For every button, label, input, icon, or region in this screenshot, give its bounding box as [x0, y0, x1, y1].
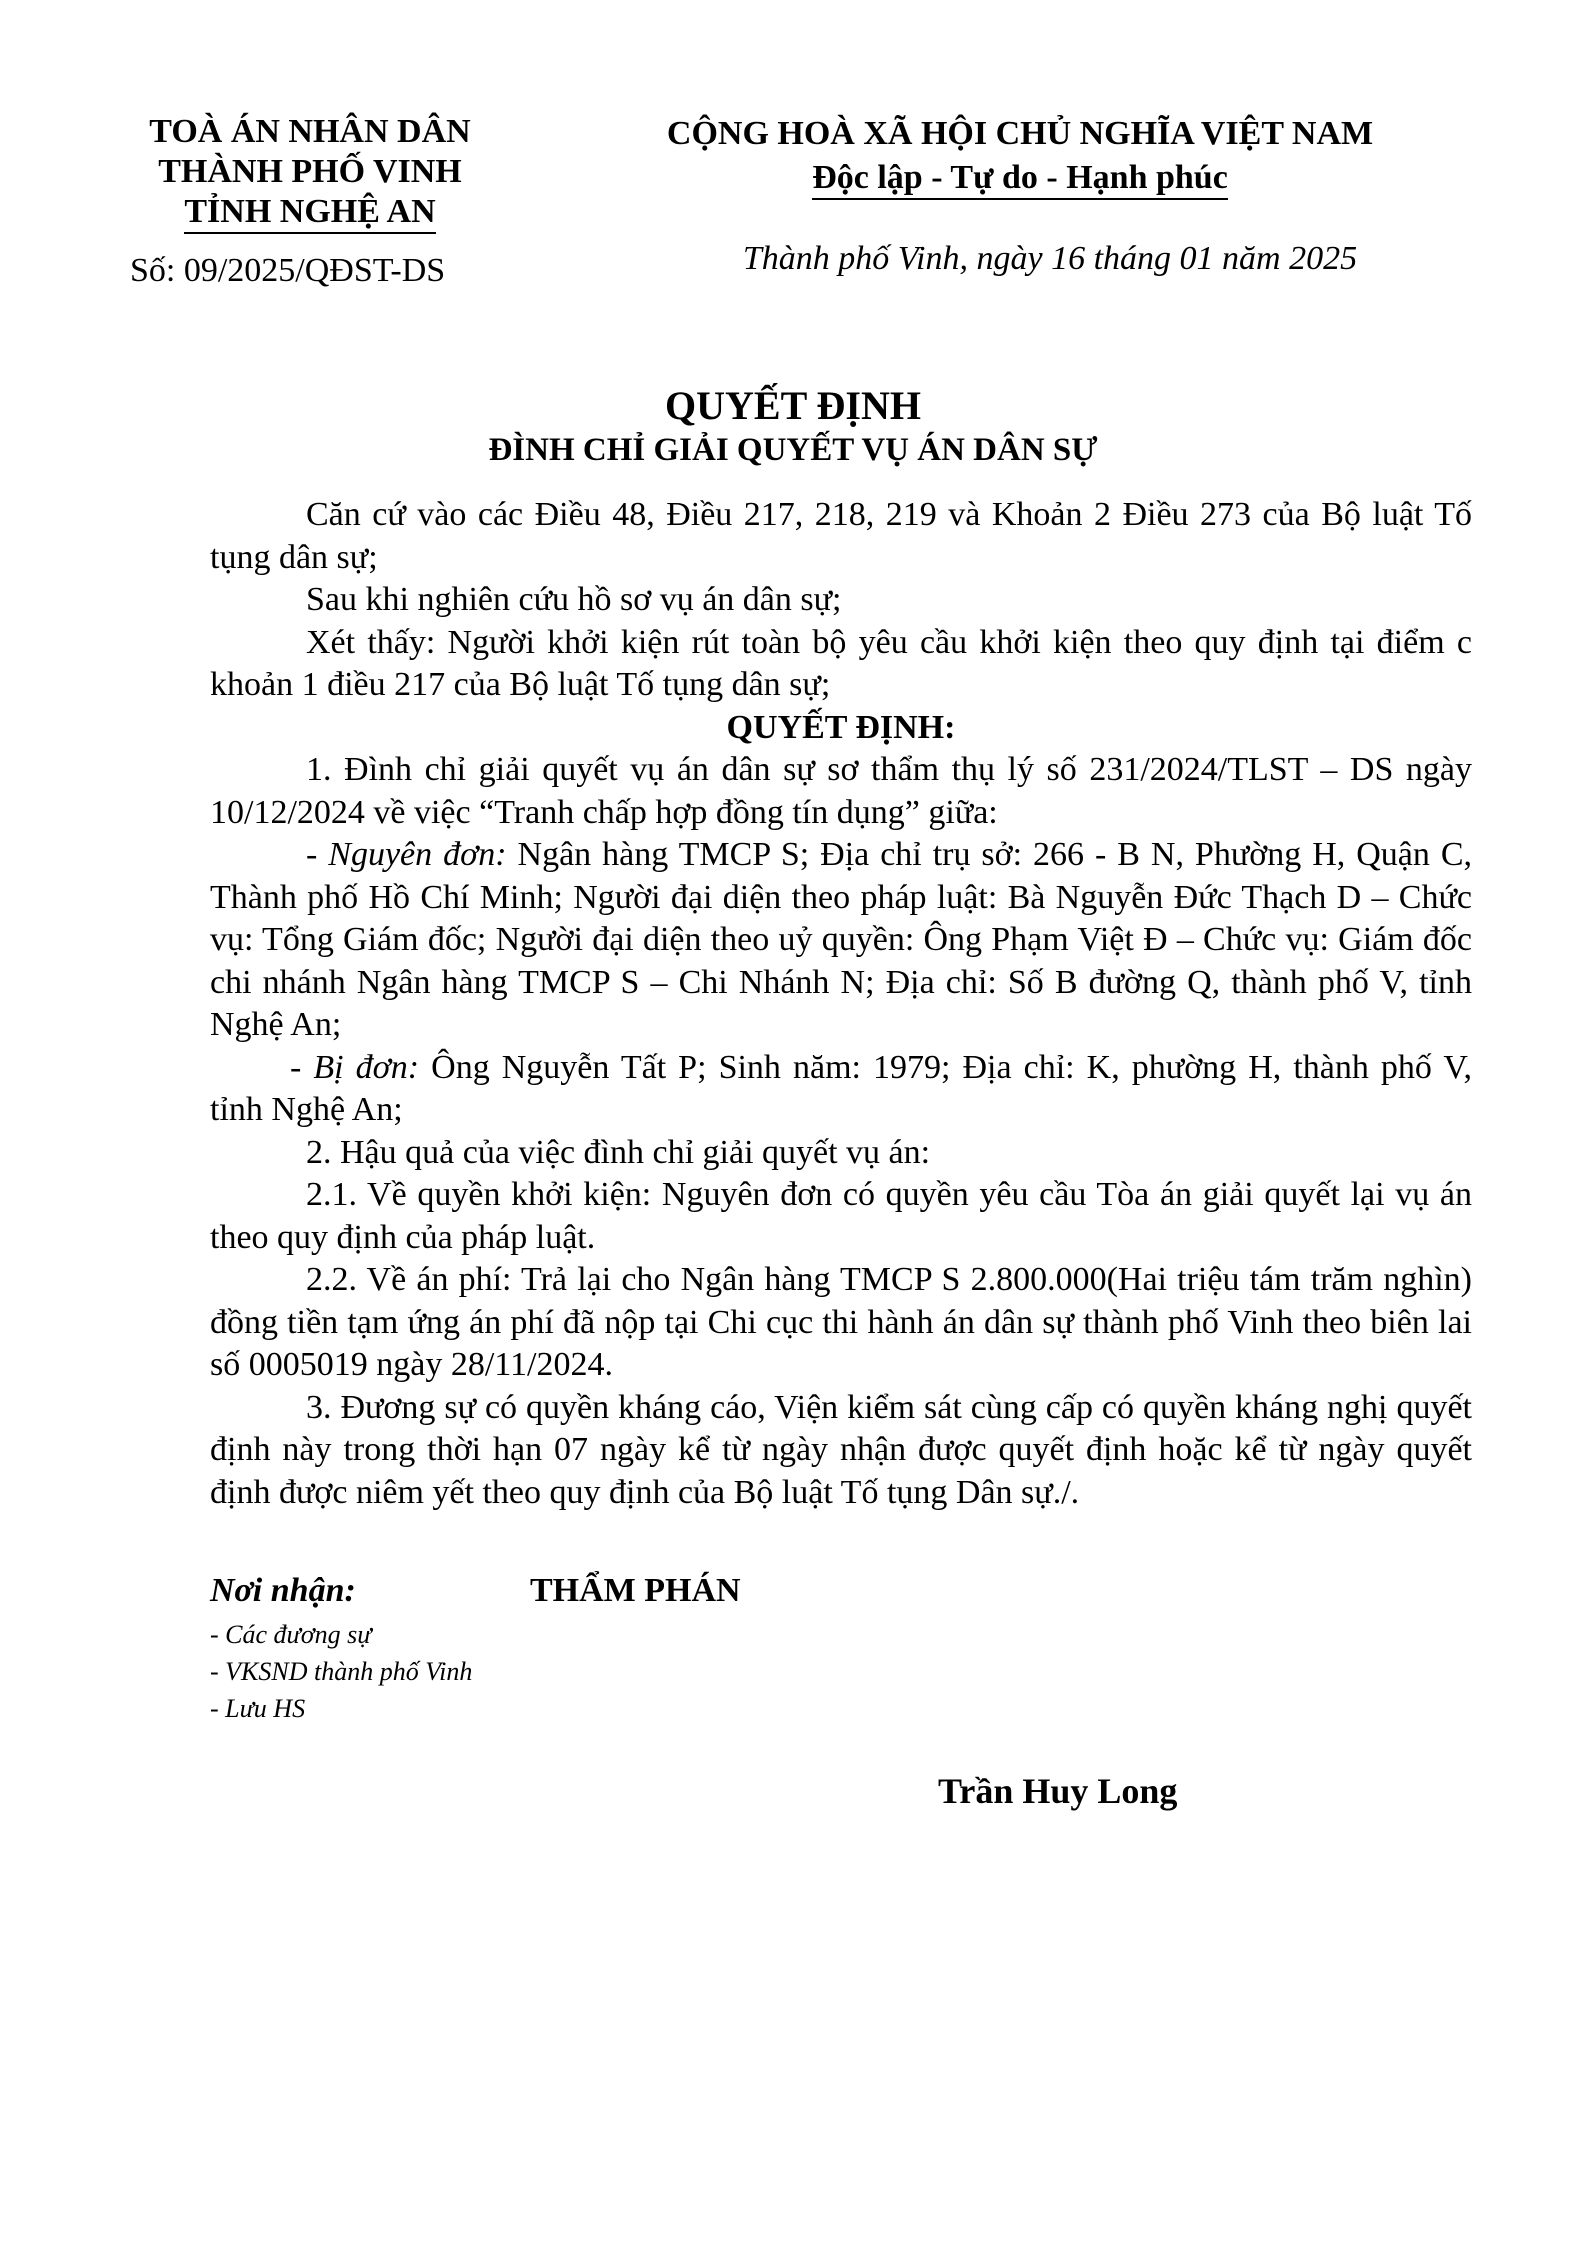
- national-motto: Độc lập - Tự do - Hạnh phúc: [812, 158, 1228, 200]
- plaintiff-text: Ngân hàng TMCP S; Địa chỉ trụ sở: 266 - B N, Phường H, Quận C, Thành phố Hồ Chí Minh; Người đại diện theo pháp luật: Bà Nguyễn Đức Thạch D – Chức vụ: Tổng Giám đốc; Người đại diện theo uỷ quyền: Ông Phạm Việt Đ – Chức vụ: Giám đốc chi nhánh Ngân hàng TMCP S – Chi Nhánh N; Địa chỉ: Số B đường Q, thành phố V, tỉnh Nghệ An;: [210, 836, 1472, 1043]
- document-title: QUYẾT ĐỊNH: [665, 383, 921, 428]
- national-header: [610, 112, 1430, 200]
- plaintiff-paragraph: - Nguyên đơn: Ngân hàng TMCP S; Địa chỉ trụ sở: 266 - B N, Phường H, Quận C, Thành phố Hồ Chí Minh; Người đại diện theo pháp luật: Bà Nguyễn Đức Thạch D – Chức vụ: Tổng Giám đốc; Người đại diện theo uỷ quyền: Ông Phạm Việt Đ – Chức vụ: Giám đốc chi nhánh Ngân hàng TMCP S – Chi Nhánh N; Địa chỉ: Số B đường Q, thành phố V, tỉnh Nghệ An;: [210, 836, 1472, 1043]
- decision-item-2-2: 2.2. Về án phí: Trả lại cho Ngân hàng TMCP S 2.800.000(Hai triệu tám trăm nghìn) đồng tiền tạm ứng án phí đã nộp tại Chi cục thi hành án dân sự thành phố Vinh theo biên lai số 0005019 ngày 28/11/2024.: [210, 1261, 1472, 1383]
- judge-title: THẨM PHÁN: [530, 1572, 741, 1609]
- defendant-label: Bị đơn:: [313, 1048, 420, 1086]
- decision-item-3: 3. Đương sự có quyền kháng cáo, Viện kiểm sát cùng cấp có quyền kháng nghị quyết định này trong thời hạn 07 ngày kể từ ngày nhận được quyết định hoặc kể từ ngày quyết định được niêm yết theo quy định của Bộ luật Tố tụng Dân sự./.: [210, 1388, 1472, 1511]
- recipient-item: - Lưu HS: [210, 1694, 306, 1723]
- court-header: [120, 112, 500, 234]
- decision-item-2-1: 2.1. Về quyền khởi kiện: Nguyên đơn có quyền yêu cầu Tòa án giải quyết lại vụ án theo quy định của pháp luật.: [210, 1176, 1472, 1256]
- decision-heading: QUYẾT ĐỊNH:: [726, 708, 956, 746]
- recipients-list: [210, 1616, 472, 1727]
- document-subtitle: ĐÌNH CHỈ GIẢI QUYẾT VỤ ÁN DÂN SỰ: [488, 432, 1098, 468]
- court-line-1: TOÀ ÁN NHÂN DÂN: [149, 113, 471, 150]
- review-paragraph: Sau khi nghiên cứu hồ sơ vụ án dân sự;: [306, 581, 842, 618]
- recipient-item: - VKSND thành phố Vinh: [210, 1657, 473, 1686]
- nation-name: CỘNG HOÀ XÃ HỘI CHỦ NGHĨA VIỆT NAM: [666, 115, 1374, 152]
- consideration-paragraph: Xét thấy: Người khởi kiện rút toàn bộ yêu cầu khởi kiện theo quy định tại điểm c khoản 1 điều 217 của Bộ luật Tố tụng dân sự;: [210, 623, 1472, 703]
- decision-item-2: 2. Hậu quả của việc đình chỉ giải quyết vụ án:: [306, 1133, 931, 1171]
- court-line-3: TỈNH NGHỆ AN: [184, 192, 435, 234]
- legal-basis-paragraph: Căn cứ vào các Điều 48, Điều 217, 218, 219 và Khoản 2 Điều 273 của Bộ luật Tố tụng dân sự;: [210, 496, 1472, 576]
- document-body: [210, 494, 1472, 1514]
- court-line-2: THÀNH PHỐ VINH: [158, 153, 462, 190]
- recipient-item: - Các đương sự: [210, 1620, 372, 1649]
- document-number: Số: 09/2025/QĐST-DS: [130, 252, 446, 289]
- defendant-text: Ông Nguyễn Tất P; Sinh năm: 1979; Địa chỉ: K, phường H, thành phố V, tỉnh Nghệ An;: [210, 1048, 1472, 1128]
- recipients-title: Nơi nhận:: [210, 1572, 356, 1609]
- place-date: Thành phố Vinh, ngày 16 tháng 01 năm 2025: [742, 240, 1358, 277]
- plaintiff-label: Nguyên đơn:: [328, 836, 507, 873]
- decision-item-1: 1. Đình chỉ giải quyết vụ án dân sự sơ thẩm thụ lý số 231/2024/TLST – DS ngày 10/12/2024 về việc “Tranh chấp hợp đồng tín dụng” giữa:: [210, 751, 1472, 831]
- defendant-paragraph: - Bị đơn: Ông Nguyễn Tất P; Sinh năm: 1979; Địa chỉ: K, phường H, thành phố V, tỉnh Nghệ An;: [210, 1048, 1472, 1128]
- judge-name: Trần Huy Long: [938, 1771, 1178, 1811]
